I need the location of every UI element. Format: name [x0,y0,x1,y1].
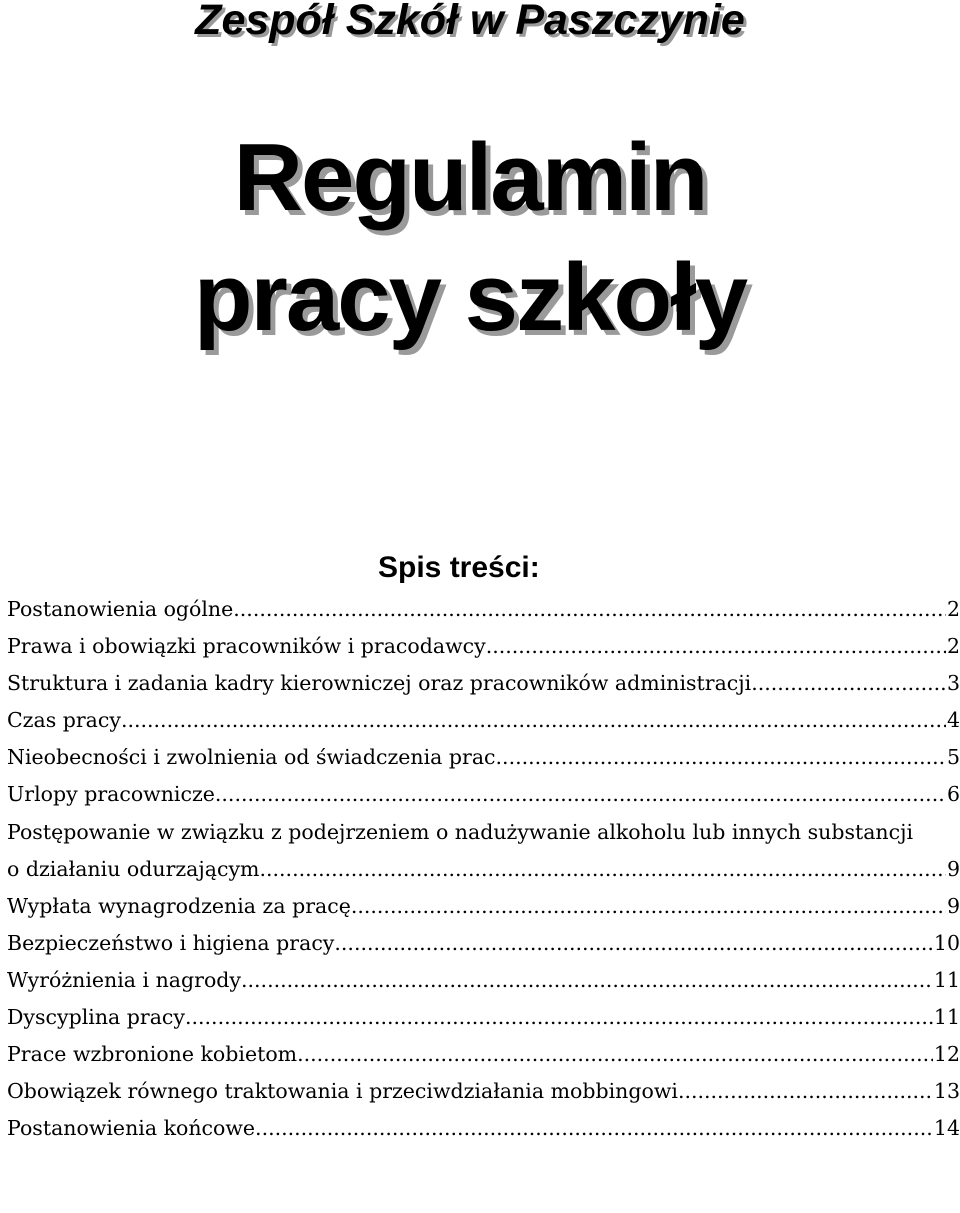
toc-entry-struktura-i-zadania[interactable] [7,665,960,702]
toc-entry-label-continued: o działaniu odurzającym [7,856,260,881]
toc-entry-label: Wyróżnienia i nagrody [7,967,241,992]
toc-heading: Spis treści: [378,551,540,584]
toc-leader-dots [496,739,946,776]
document-title-line-2: pracy szkoły [193,244,747,351]
toc-entry-label: Bezpieczeństwo i higiena pracy [7,930,335,955]
toc-entry-czas-pracy[interactable] [7,702,960,739]
toc-entry-wyplata[interactable] [7,888,960,925]
toc-entry-page: 3 [946,671,960,696]
toc-entry-page: 13 [933,1079,960,1104]
toc-leader-dots [351,888,946,925]
table-of-contents [7,591,960,1147]
toc-leader-dots [678,1073,933,1110]
toc-entry-prace-wzbronione[interactable] [7,1036,960,1073]
toc-entry-page: 6 [946,782,960,807]
toc-leader-dots [241,962,933,999]
toc-leader-dots [121,702,946,739]
toc-entry-rowne-traktowanie[interactable] [7,1073,960,1110]
toc-entry-postepowanie-line-2[interactable] [7,851,960,888]
toc-entry-page: 2 [946,597,960,621]
toc-leader-dots [233,591,946,628]
toc-leader-dots [259,851,945,888]
school-name: Zespół Szkół w Paszczynie [195,0,745,44]
toc-leader-dots [185,999,933,1036]
toc-entry-page: 12 [933,1042,960,1067]
toc-leader-dots [334,925,933,962]
toc-entry-postanowienia-koncowe[interactable] [7,1110,960,1147]
toc-entry-label: Urlopy pracownicze [7,782,215,807]
toc-entry-label: Prace wzbronione kobietom [7,1042,298,1067]
toc-entry-page: 9 [946,893,960,918]
toc-leader-dots [215,776,946,813]
toc-leader-dots [297,1036,933,1073]
toc-entry-label: Prawa i obowiązki pracowników i pracodawcy [7,634,486,659]
toc-entry-prawa-i-obowiazki[interactable] [7,628,960,665]
toc-entry-label: Dyscyplina pracy [7,1005,185,1030]
toc-entry-urlopy[interactable] [7,776,960,813]
toc-entry-label: Postanowienia ogólne [7,597,234,621]
toc-entry-bhp[interactable] [7,925,960,962]
toc-entry-page: 2 [946,634,960,659]
document-title-line-1: Regulamin [233,124,707,231]
toc-entry-page: 14 [933,1116,960,1141]
toc-entry-wyroznienia[interactable] [7,962,960,999]
toc-entry-page: 10 [933,930,960,955]
toc-entry-page: 11 [933,1005,960,1030]
toc-entry-postanowienia-ogolne[interactable] [7,591,960,628]
toc-entry-nieobecnosci[interactable] [7,739,960,776]
document-title [0,118,940,358]
toc-leader-dots [255,1110,933,1147]
toc-entry-page: 4 [946,708,960,733]
toc-entry-page: 11 [933,967,960,992]
toc-entry-dyscyplina[interactable] [7,999,960,1036]
toc-entry-label: Wypłata wynagrodzenia za pracę [7,893,351,918]
toc-entry-page: 5 [946,745,960,770]
toc-entry-page: 9 [946,856,960,881]
toc-entry-label: Struktura i zadania kadry kierowniczej oraz pracowników administracji [7,671,752,696]
toc-entry-label: Czas pracy [7,708,121,733]
toc-entry-postepowanie-line-1[interactable] [7,814,960,851]
toc-entry-label: Postanowienia końcowe [7,1116,256,1141]
toc-entry-label: Obowiązek równego traktowania i przeciwdziałania mobbingowi [7,1079,678,1104]
toc-entry-label: Postępowanie w związku z podejrzeniem o nadużywanie alkoholu lub innych substancji [7,819,914,844]
toc-leader-dots [751,665,946,702]
toc-leader-dots [486,628,946,665]
toc-entry-label: Nieobecności i zwolnienia od świadczenia prac [7,745,496,770]
